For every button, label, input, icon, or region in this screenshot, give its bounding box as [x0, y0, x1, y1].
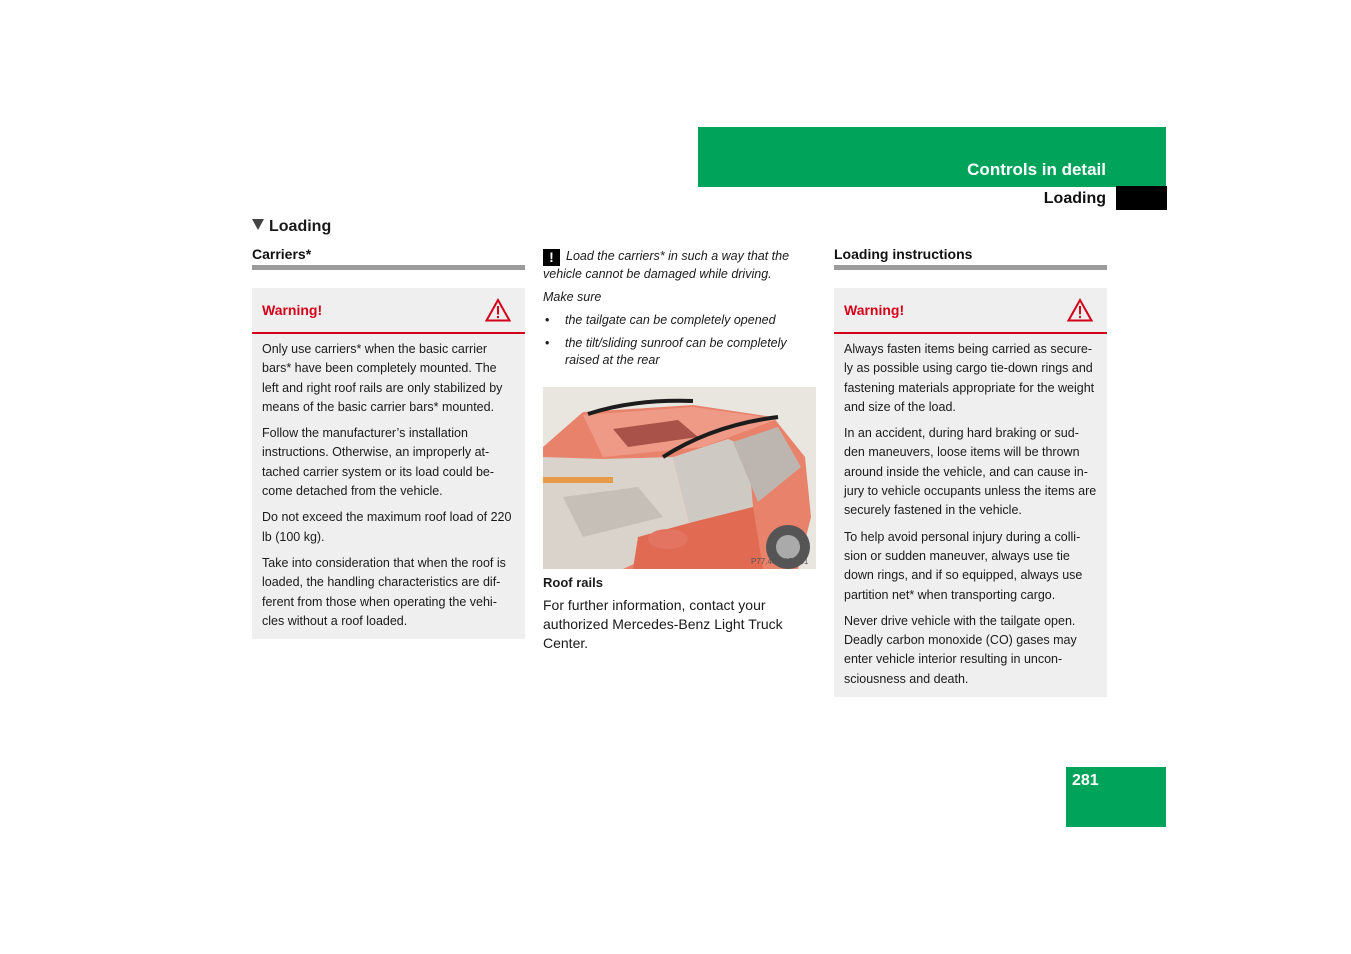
heading-rule: [834, 265, 1107, 270]
warning-paragraph: Take into consideration that when the roof is loaded, the handling characteristics are dif-ferent from those when operating the vehi-cles without a roof loaded.: [262, 555, 506, 628]
subsection-title: Loading: [1043, 190, 1106, 207]
caution-notes: [543, 248, 815, 375]
triangle-down-icon: [252, 219, 264, 230]
caution-note: [543, 248, 815, 283]
roof-rails-image: [543, 387, 816, 569]
car-illustration: [543, 387, 816, 569]
loading-instructions-heading: Loading instructions: [834, 246, 973, 262]
warning-paragraph: Follow the manufacturer’s installation instructions. Otherwise, an improperly at-tached carrier system or its load could be-come detached from the vehicle.: [262, 426, 495, 499]
warning-paragraph: Always fasten items being carried as secure-ly as possible using cargo tie-down rings and fastening materials appropriate for the weight and size of the load.: [844, 342, 1095, 414]
list-item: • the tilt/sliding sunroof can be completely raised at the rear: [543, 335, 815, 369]
caution-text: Load the carriers* in such a way that the vehicle cannot be damaged while driving.: [543, 249, 790, 281]
heading-rule: [252, 265, 525, 270]
carriers-column: [252, 246, 525, 639]
main-heading: [252, 218, 331, 236]
warning-body: [834, 334, 1107, 697]
figure-caption: Roof rails: [543, 575, 603, 590]
warning-paragraph: Never drive vehicle with the tailgate open. Deadly carbon monoxide (CO) gases may enter vehicle interior resulting in uncon-sciousness and death.: [844, 613, 1077, 686]
warning-paragraph: In an accident, during hard braking or sud-den maneuvers, loose items will be thrown around inside the vehicle, and can cause in-jury to vehicle occupants unless the items are securely fastened in the vehicle.: [844, 426, 1097, 518]
further-info-text: For further information, contact your authorized Mercedes-Benz Light Truck Center.: [543, 597, 783, 651]
warning-triangle-icon: [1067, 298, 1093, 322]
carriers-heading: Carriers*: [252, 246, 312, 262]
warning-paragraph: To help avoid personal injury during a colli-sion or sudden maneuver, always use tie down rings, and if so equipped, always use partition net* when transporting cargo.: [844, 529, 1083, 602]
thumb-tab-marker: [1116, 186, 1167, 210]
warning-paragraph: Only use carriers* when the basic carrier bars* have been completely mounted. The left and right roof rails are only stabilized by means of the basic carrier bars* mounted.: [262, 342, 503, 414]
image-code: P77.40-2059-31: [751, 557, 809, 566]
caution-exclamation-icon: !: [543, 249, 560, 266]
section-title: Controls in detail: [967, 160, 1106, 179]
warning-label: Warning!: [262, 302, 323, 318]
warning-paragraph: Do not exceed the maximum roof load of 220 lb (100 kg).: [262, 510, 512, 544]
loading-warning-box: [834, 288, 1107, 697]
warning-header: [252, 288, 525, 334]
warning-triangle-icon: [485, 298, 511, 322]
warning-body: [252, 334, 525, 639]
make-sure-list: [543, 312, 815, 369]
main-heading-text: Loading: [269, 218, 332, 235]
carriers-warning-box: [252, 288, 525, 639]
list-item: • the tailgate can be completely opened: [543, 312, 815, 329]
warning-label: Warning!: [844, 302, 905, 318]
warning-header: [834, 288, 1107, 334]
make-sure-text: Make sure: [543, 290, 602, 304]
page-number: 281: [1072, 772, 1099, 789]
loading-instructions-column: [834, 246, 1107, 697]
